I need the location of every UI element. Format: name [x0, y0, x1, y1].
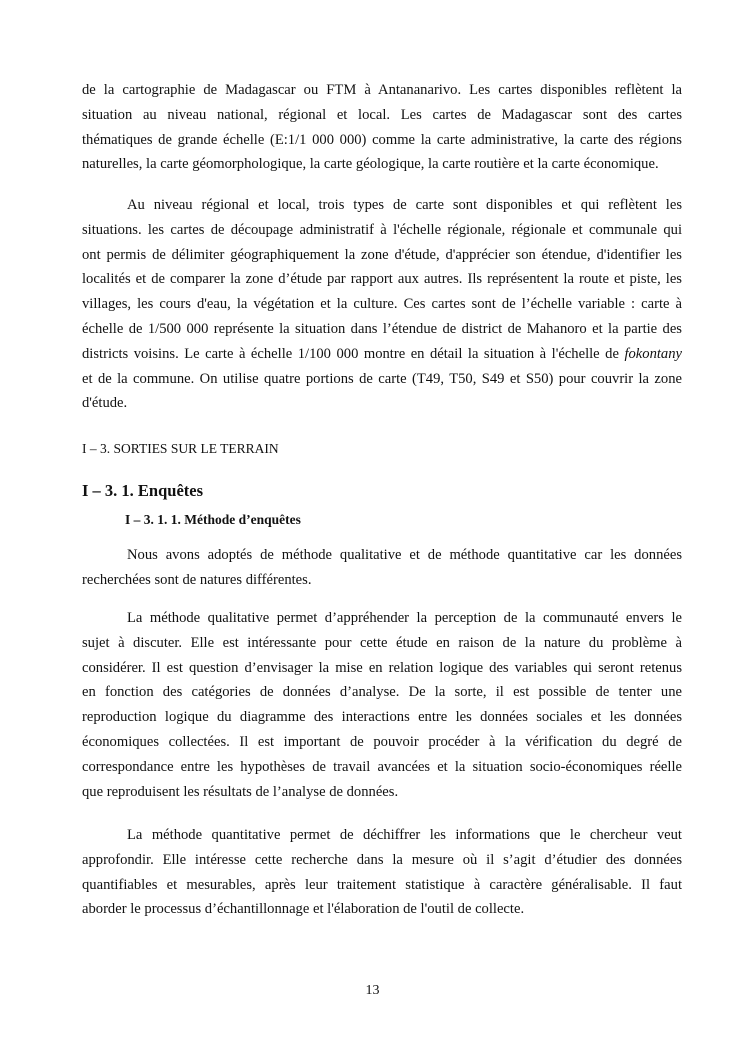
text-line: considérer. Il est question d’envisager la mise en relation logique des variables qui seront retenus [82, 659, 682, 676]
text-line: approfondir. Elle intéresse cette recherche dans la mesure où il s’agit d’étudier des données [82, 851, 682, 868]
subsection-heading: I – 3. 1. Enquêtes [82, 481, 204, 500]
text-line: et de la commune. On utilise quatre portions de carte (T49, T50, S49 et S50) pour couvrir la zone [82, 370, 682, 387]
text-line: reproduction logique du diagramme des interactions entre les données sociales et les données [82, 709, 682, 726]
page-number: 13 [365, 983, 380, 998]
paragraph-qualitative [82, 606, 682, 804]
text-line: de la cartographie de Madagascar ou FTM à Antananarivo. Les cartes disponibles reflètent la [82, 82, 682, 98]
text-line: en fonction des catégories de données d’analyse. De la sorte, il est possible de tenter une [82, 684, 682, 701]
text-line: situation au niveau national, régional et local. Les cartes de Madagascar sont des cartes [82, 106, 682, 123]
text-line: naturelles, la carte géomorphologique, la carte géologique, la carte routière et la carte économique. [82, 156, 659, 173]
text-line: localités et de comparer la zone d’étude par rapport aux autres. Ils représentent la route et piste, les [82, 271, 682, 288]
text-line: Au niveau régional et local, trois types de carte sont disponibles et qui reflètent les [127, 197, 682, 213]
text-segment: districts voisins. Le carte à échelle 1/100 000 montre en détail la situation à l'échelle de [82, 345, 619, 362]
text-line: sujet à discuter. Elle est intéressante pour cette étude en raison de la nature du problème à [82, 634, 682, 651]
text-line: ont permis de délimiter géographiquement la zone d'étude, d'apprécier son étendue, d'identifier les [82, 246, 682, 263]
text-line: situations. les cartes de découpage administratif à l'échelle régionale, régionale et communale qui [82, 221, 682, 238]
text-line [82, 342, 682, 367]
subsubsection-heading: I – 3. 1. 1. Méthode d’enquêtes [125, 512, 301, 527]
text-line: quantifiables et mesurables, après leur traitement statistique à caractère généralisable. Il faut [82, 876, 682, 893]
text-line: économiques collectées. Il est important de pouvoir procéder à la vérification du degré de [82, 733, 682, 750]
text-line: La méthode quantitative permet de déchiffrer les informations que le chercheur veut [127, 827, 682, 843]
text-line: aborder le processus d’échantillonnage et l'élaboration de l'outil de collecte. [82, 901, 525, 918]
text-line: villages, les cours d'eau, la végétation et la culture. Ces cartes sont de l’échelle variable : carte à [82, 296, 682, 313]
text-line: recherchées sont de natures différentes. [82, 571, 312, 588]
text-line: Nous avons adoptés de méthode qualitative et de méthode quantitative car les données [127, 547, 682, 563]
text-line: que reproduisent les résultats de l’analyse de données. [82, 783, 399, 800]
italic-term: fokontany [624, 345, 682, 362]
paragraph-cartography [82, 78, 682, 177]
text-line: d'étude. [82, 395, 128, 412]
text-line: échelle de 1/500 000 représente la situation dans l’étendue de district de Mahanoro et la partie des [82, 320, 682, 337]
paragraph-methods [82, 543, 682, 593]
text-line: thématiques de grande échelle (E:1/1 000 000) comme la carte administrative, la carte des régions [82, 131, 682, 148]
paragraph-quantitative [82, 823, 682, 922]
section-heading: I – 3. SORTIES SUR LE TERRAIN [82, 441, 279, 456]
text-line: correspondance entre les hypothèses de travail avancées et la situation socio-économiques réelle [82, 758, 682, 775]
text-line: La méthode qualitative permet d’appréhender la perception de la communauté envers le [127, 610, 682, 626]
paragraph-regional-maps [82, 193, 682, 416]
